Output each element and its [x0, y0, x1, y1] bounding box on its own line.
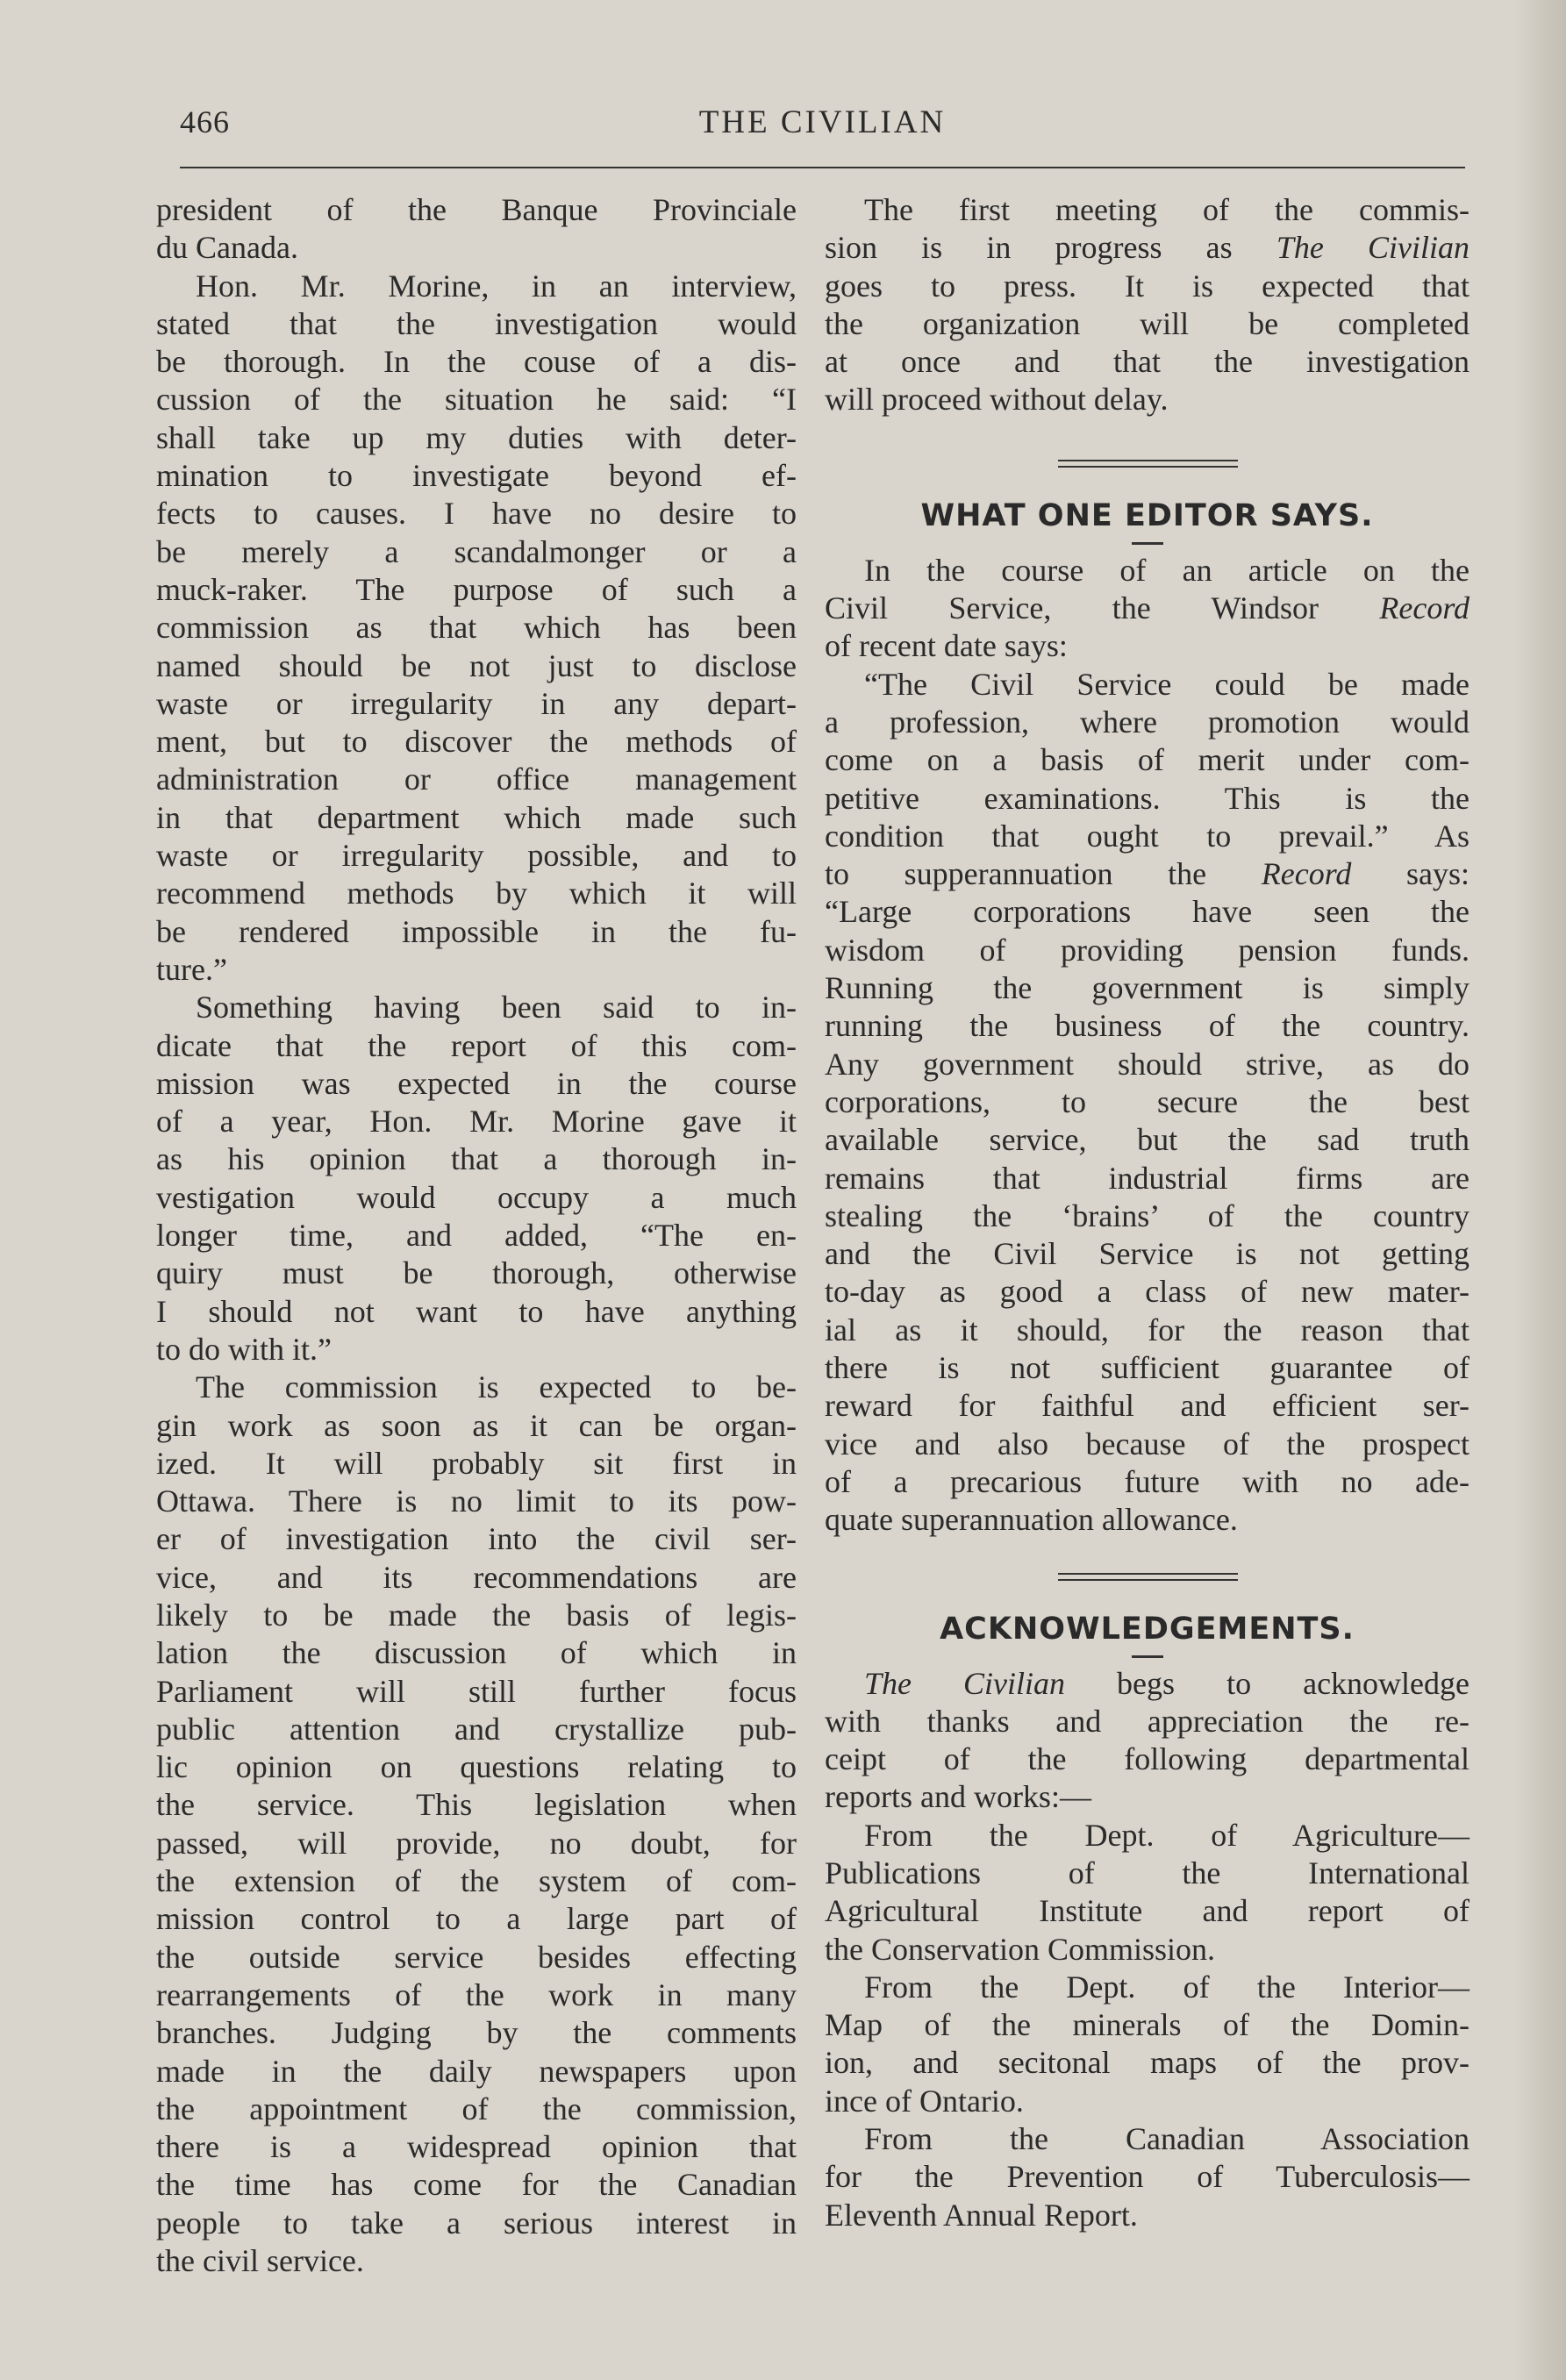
- text-line: sion is in progress as The Civilian: [825, 230, 1469, 266]
- text-line: reports and works:—: [825, 1779, 1091, 1815]
- text-line: rearrangements of the work in many: [156, 1976, 797, 2012]
- text-line: president of the Banque Provinciale: [156, 192, 797, 227]
- text-line: there is a widespread opinion that: [156, 2129, 797, 2165]
- text-line: Hon. Mr. Morine, in an interview,: [196, 268, 797, 304]
- text-line: fects to causes. I have no desire to: [156, 496, 797, 532]
- text-line: Agricultural Institute and report of: [825, 1893, 1469, 1929]
- text-line: the Conservation Commission.: [825, 1931, 1215, 1967]
- text-line: there is not sufficient guarantee of: [825, 1350, 1469, 1386]
- text-line: the extension of the system of com-: [156, 1863, 797, 1899]
- text-line: be merely a scandalmonger or a: [156, 533, 797, 569]
- text-line: ment, but to discover the methods of: [156, 724, 797, 760]
- text-line: waste or irregularity in any depart-: [156, 685, 797, 721]
- text-line: Map of the minerals of the Domin-: [825, 2007, 1469, 2043]
- text-line: stealing the ‘brains’ of the country: [825, 1197, 1469, 1233]
- text-line: gin work as soon as it can be organ-: [156, 1407, 797, 1443]
- text-line: ized. It will probably sit first in: [156, 1445, 797, 1481]
- paragraph: [825, 191, 1469, 419]
- text-line: passed, will provide, no doubt, for: [156, 1825, 797, 1861]
- text-line: Running the government is simply: [825, 970, 1469, 1006]
- text-line: longer time, and added, “The en-: [156, 1218, 797, 1254]
- text-line: to do with it.”: [156, 1331, 332, 1367]
- text-line: be rendered impossible in the fu-: [156, 913, 797, 949]
- text-line: likely to be made the basis of legis-: [156, 1597, 797, 1633]
- text-line: quate superannuation allowance.: [825, 1502, 1238, 1538]
- text-line: “The Civil Service could be made: [864, 666, 1469, 702]
- text-line: of recent date says:: [825, 628, 1068, 664]
- text-line: ion, and secitonal maps of the prov-: [825, 2045, 1469, 2081]
- text-line: branches. Judging by the comments: [156, 2015, 797, 2051]
- text-line: waste or irregularity possible, and to: [156, 838, 797, 874]
- text-line: dicate that the report of this com-: [156, 1027, 797, 1063]
- text-line: ture.”: [156, 951, 227, 987]
- text-line: as his opinion that a thorough in-: [156, 1141, 797, 1177]
- text-line: ince of Ontario.: [825, 2083, 1024, 2119]
- paragraph: [156, 1369, 797, 2280]
- text-line: “Large corporations have seen the: [825, 894, 1469, 930]
- text-line: the time has come for the Canadian: [156, 2167, 797, 2203]
- text-line: a profession, where promotion would: [825, 704, 1469, 740]
- text-line: In the course of an article on the: [864, 552, 1469, 588]
- text-line: du Canada.: [156, 230, 298, 266]
- text-line: Civil Service, the Windsor Record: [825, 590, 1469, 626]
- text-line: the outside service besides effecting: [156, 1939, 797, 1975]
- text-line: mission control to a large part of: [156, 1901, 797, 1937]
- text-line: commission as that which has been: [156, 610, 797, 646]
- section-heading: ACKNOWLEDGEMENTS.: [940, 1611, 1355, 1647]
- text-line: vestigation would occupy a much: [156, 1179, 797, 1215]
- text-line: Publications of the International: [825, 1855, 1469, 1890]
- text-line: goes to press. It is expected that: [825, 268, 1469, 304]
- text-line: the civil service.: [156, 2243, 364, 2279]
- paragraph: [156, 989, 797, 1369]
- text-line: From the Dept. of the Interior—: [864, 1969, 1469, 2005]
- text-line: Eleventh Annual Report.: [825, 2197, 1138, 2233]
- text-line: the appointment of the commission,: [156, 2091, 797, 2126]
- heading-dash: [1132, 1655, 1163, 1658]
- text-line: vice and also because of the prospect: [825, 1426, 1469, 1462]
- text-line: in that department which made such: [156, 799, 797, 835]
- text-line: ial as it should, for the reason that: [825, 1312, 1469, 1347]
- text-line: administration or office management: [156, 761, 797, 797]
- text-line: quiry must be thorough, otherwise: [156, 1255, 797, 1291]
- text-line: petitive examinations. This is the: [825, 780, 1469, 816]
- text-line: ceipt of the following departmental: [825, 1741, 1469, 1777]
- text-line: Ottawa. There is no limit to its pow-: [156, 1483, 797, 1519]
- text-line: of a precarious future with no ade-: [825, 1463, 1469, 1499]
- text-line: public attention and crystallize pub-: [156, 1711, 797, 1747]
- text-line: I should not want to have anything: [156, 1293, 797, 1329]
- text-line: lation the discussion of which in: [156, 1635, 797, 1671]
- text-line: cussion of the situation he said: “I: [156, 382, 797, 418]
- text-line: the service. This legislation when: [156, 1787, 797, 1823]
- paragraph: [825, 1969, 1469, 2120]
- text-line: vice, and its recommendations are: [156, 1559, 797, 1595]
- paragraph: [825, 1665, 1469, 1817]
- left-column: [156, 191, 797, 2280]
- text-line: shall take up my duties with deter-: [156, 419, 797, 455]
- text-line: mission was expected in the course: [156, 1065, 797, 1101]
- text-line: remains that industrial firms are: [825, 1160, 1469, 1196]
- heading-dash: [1132, 542, 1163, 545]
- text-line: condition that ought to prevail.” As: [825, 818, 1469, 854]
- paragraph: [825, 1817, 1469, 1969]
- running-title: THE CIVILIAN: [698, 104, 947, 140]
- text-line: muck-raker. The purpose of such a: [156, 571, 797, 607]
- text-line: at once and that the investigation: [825, 344, 1469, 380]
- text-line: of a year, Hon. Mr. Morine gave it: [156, 1104, 797, 1140]
- text-line: The first meeting of the commis-: [864, 192, 1469, 227]
- text-line: available service, but the sad truth: [825, 1122, 1469, 1158]
- text-line: and the Civil Service is not getting: [825, 1236, 1469, 1272]
- page-number: 466: [180, 104, 230, 139]
- text-line: to-day as good a class of new mater-: [825, 1274, 1469, 1310]
- text-line: the organization will be completed: [825, 305, 1469, 341]
- text-line: people to take a serious interest in: [156, 2205, 797, 2241]
- text-line: will proceed without delay.: [825, 382, 1169, 418]
- text-line: reward for faithful and efficient ser-: [825, 1388, 1469, 1424]
- text-line: to supperannuation the Record says:: [825, 856, 1470, 892]
- text-line: From the Dept. of Agriculture—: [864, 1817, 1469, 1853]
- text-line: running the business of the country.: [825, 1008, 1469, 1044]
- text-line: Something having been said to in-: [196, 990, 797, 1026]
- section-divider: [825, 1550, 1469, 1592]
- page-header: [180, 104, 1465, 156]
- text-line: stated that the investigation would: [156, 305, 797, 341]
- text-line: Any government should strive, as do: [825, 1046, 1469, 1082]
- text-line: come on a basis of merit under com-: [825, 742, 1469, 778]
- text-line: lic opinion on questions relating to: [156, 1749, 797, 1785]
- section-divider: [825, 437, 1469, 479]
- paragraph: [825, 552, 1469, 666]
- text-line: corporations, to secure the best: [825, 1083, 1469, 1119]
- text-line: wisdom of providing pension funds.: [825, 932, 1469, 968]
- right-column: [825, 191, 1469, 2234]
- page-edge-shadow: [1513, 0, 1566, 2380]
- paragraph: [825, 666, 1469, 1540]
- paragraph: [156, 191, 797, 268]
- text-line: be thorough. In the couse of a dis-: [156, 344, 797, 380]
- text-line: made in the daily newspapers upon: [156, 2053, 797, 2089]
- text-line: From the Canadian Association: [864, 2121, 1469, 2157]
- paragraph: [825, 2120, 1469, 2234]
- section-heading: WHAT ONE EDITOR SAYS.: [920, 497, 1374, 533]
- text-line: with thanks and appreciation the re-: [825, 1703, 1469, 1739]
- text-line: for the Prevention of Tuberculosis—: [825, 2159, 1469, 2195]
- paragraph: [156, 268, 797, 990]
- text-line: The commission is expected to be-: [196, 1369, 797, 1405]
- text-line: The Civilian begs to acknowledge: [864, 1665, 1470, 1701]
- text-line: mination to investigate beyond ef-: [156, 458, 797, 494]
- text-line: er of investigation into the civil ser-: [156, 1521, 797, 1557]
- header-rule: [180, 167, 1465, 168]
- text-line: named should be not just to disclose: [156, 647, 797, 683]
- text-line: recommend methods by which it will: [156, 876, 797, 911]
- text-line: Parliament will still further focus: [156, 1673, 797, 1709]
